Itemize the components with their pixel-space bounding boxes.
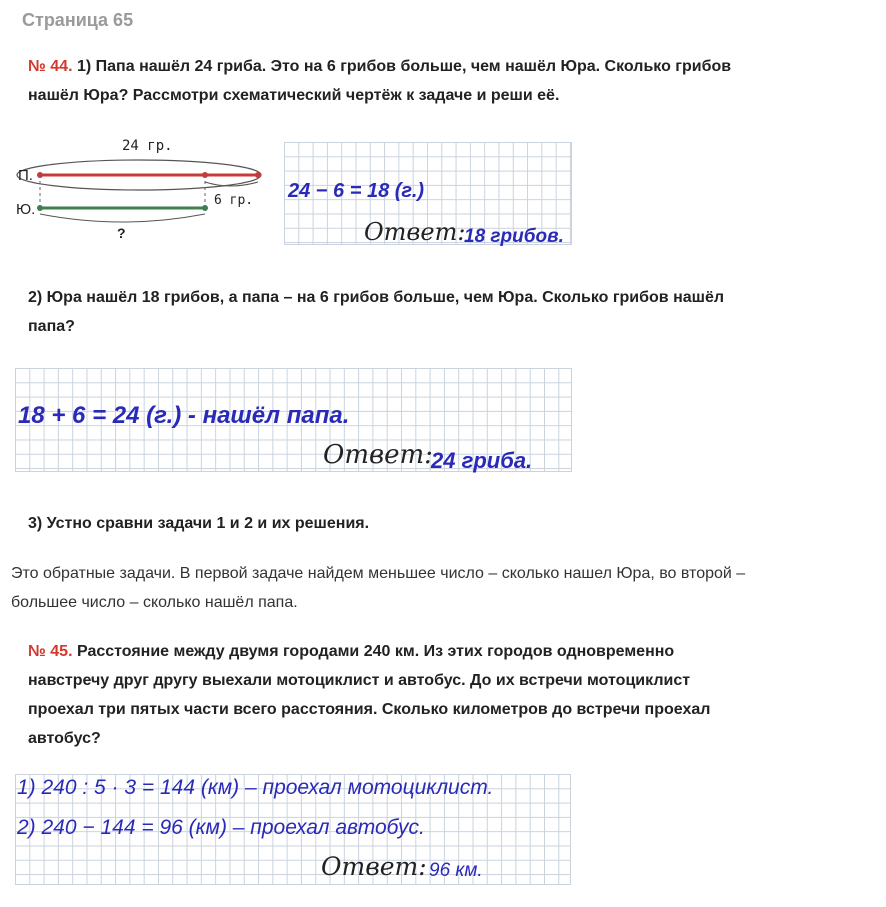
segment-diagram <box>14 130 274 245</box>
solution-2-answer: 24 гриба. <box>431 448 533 473</box>
task-44-part1-line2: нашёл Юра? Рассмотри схематический чертёж к задаче и реши её. <box>28 87 560 104</box>
task-45-line4: автобус? <box>28 730 101 747</box>
task-44-part2-line2: папа? <box>28 318 75 335</box>
solution-45-answer-word: Ответ: <box>321 852 427 881</box>
yura-label: Ю. <box>16 201 36 218</box>
task-45-line3: проехал три пятых части всего расстояния. Сколько километров до встречи проехал <box>28 701 711 718</box>
solution-45-answer: 96 км. <box>429 860 483 881</box>
task-45-line2: навстречу друг другу выехали мотоциклист и автобус. До их встречи мотоциклист <box>28 672 691 689</box>
task-44-part2-line1: 2) Юра нашёл 18 грибов, а папа – на 6 грибов больше, чем Юра. Сколько грибов нашёл <box>28 289 725 306</box>
total-label: 24 гр. <box>122 138 173 154</box>
solution-45-line1: 1) 240 : 5 · 3 = 144 (км) – проехал мотоциклист. <box>17 776 494 799</box>
task-44-number: № 44. <box>28 58 73 75</box>
task-45-line1: Расстояние между двумя городами 240 км. Из этих городов одновременно <box>76 643 675 660</box>
diff-label: 6 гр. <box>214 193 254 208</box>
solution-1-answer-word: Ответ: <box>364 218 466 246</box>
solution-1-expression: 24 − 6 = 18 (г.) <box>288 180 425 202</box>
task-45-number: № 45. <box>28 643 73 660</box>
question-mark: ? <box>117 225 126 241</box>
solution-1-grid <box>284 142 572 245</box>
task-44-part3: 3) Устно сравни задачи 1 и 2 и их решения. <box>28 515 370 532</box>
diff-brace <box>205 182 258 186</box>
task-44-part2 <box>28 283 868 341</box>
solution-1-answer: 18 грибов. <box>464 226 564 247</box>
page-title: Страница 65 <box>22 10 134 30</box>
solution-45-line2: 2) 240 − 144 = 96 (км) – проехал автобус. <box>17 816 425 839</box>
papa-label: П. <box>18 167 33 184</box>
task-45 <box>28 637 868 753</box>
explanation-line1: Это обратные задачи. В первой задаче найдем меньшее число – сколько нашел Юра, во второй – <box>11 565 746 582</box>
task-44-part1 <box>28 52 868 110</box>
yura-segment-end <box>202 205 208 211</box>
solution-45-grid <box>15 774 571 885</box>
task-44-part1-line1: 1) Папа нашёл 24 гриба. Это на 6 грибов больше, чем нашёл Юра. Сколько грибов <box>76 58 732 75</box>
solution-2-grid <box>15 368 572 472</box>
solution-2-expression: 18 + 6 = 24 (г.) - нашёл папа. <box>18 402 350 429</box>
explanation-line2: большее число – сколько нашёл папа. <box>11 594 298 611</box>
explanation <box>11 559 871 617</box>
papa-segment-end <box>255 172 261 178</box>
yura-brace <box>40 214 205 222</box>
yura-segment-start <box>37 205 43 211</box>
solution-2-answer-word: Ответ: <box>323 440 433 470</box>
